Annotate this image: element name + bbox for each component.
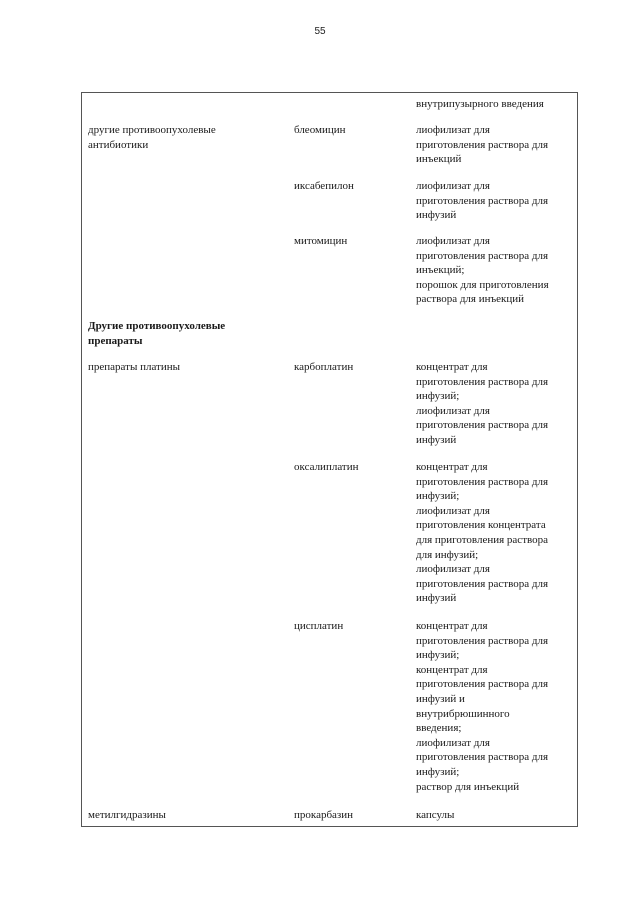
dosage-form-line: приготовления раствора для [416,634,548,647]
drug-table [81,92,578,827]
dosage-form-line: приготовления раствора для [416,138,548,151]
dosage-form-line: для инфузий; [416,548,479,561]
dosage-form-line: лиофилизат для [416,404,490,417]
dosage-form-cell [416,619,576,794]
dosage-form-line: порошок для приготовления [416,278,549,291]
dosage-form-line: лиофилизат для [416,504,490,517]
dosage-form-line: концентрат для [416,620,488,632]
dosage-form-line: инфузий [416,433,457,446]
dosage-form-cell [416,97,576,112]
dosage-form-line: приготовления раствора для [416,375,548,388]
dosage-form-line: приготовления раствора для [416,475,548,488]
dosage-form-line: приготовления раствора для [416,751,548,764]
dosage-form-line: введения; [416,722,462,735]
pharm-group-line: препараты платины [88,361,181,373]
dosage-form-line: лиофилизат для [416,235,490,247]
dosage-form-line: инфузий и [416,692,465,705]
drug-name-cell [294,179,414,194]
dosage-form-cell [416,460,576,606]
pharm-group-cell [88,808,288,823]
dosage-form-line: внутрипузырного введения [416,98,544,110]
dosage-form-line: концентрат для [416,461,488,473]
dosage-form-cell [416,179,576,223]
dosage-form-line: инъекций; [416,264,465,277]
dosage-form-line: лиофилизат для [416,124,490,136]
dosage-form-line: концентрат для [416,361,488,373]
dosage-form-line: раствора для инъекций [416,293,525,306]
pharm-group-cell [88,123,288,152]
dosage-form-line: приготовления раствора для [416,678,548,691]
dosage-form-line: инфузий [416,592,457,605]
drug-name-cell [294,808,414,823]
drug-name-cell [294,234,414,249]
drug-name: митомицин [294,235,348,247]
dosage-form-line: капсулы [416,809,455,821]
pharm-group-line: метилгидразины [88,809,166,821]
dosage-form-line: приготовления раствора для [416,194,548,207]
dosage-form-line: концентрат для [416,663,488,676]
pharm-group-line: другие противоопухолевые [88,124,216,136]
dosage-form-line: лиофилизат для [416,736,490,749]
dosage-form-line: инфузий; [416,765,460,778]
dosage-form-cell [416,360,576,448]
dosage-form-line: приготовления раствора для [416,577,548,590]
dosage-form-line: инфузий; [416,390,460,403]
dosage-form-line: для приготовления раствора [416,533,548,546]
dosage-form-cell [416,123,576,167]
dosage-form-line: приготовления раствора для [416,419,548,432]
drug-name: оксалиплатин [294,461,359,473]
pharm-group-line: антибиотики [88,138,149,151]
dosage-form-line: инфузий; [416,649,460,662]
dosage-form-line: приготовления раствора для [416,249,548,262]
group-heading-line: препараты [88,334,143,347]
dosage-form-line: лиофилизат для [416,180,490,192]
dosage-form-line: инъекций [416,153,462,166]
group-heading-cell [88,319,288,348]
drug-name-cell [294,360,414,375]
dosage-form-cell [416,234,576,307]
drug-name: цисплатин [294,620,344,632]
drug-name: прокарбазин [294,809,354,821]
dosage-form-line: приготовления концентрата [416,519,546,532]
drug-name: блеомицин [294,124,346,136]
drug-name-cell [294,619,414,634]
drug-name: карбоплатин [294,361,354,373]
drug-name: иксабепилон [294,180,354,192]
drug-name-cell [294,460,414,475]
group-heading-line: Другие противоопухолевые [88,320,226,332]
dosage-form-line: раствор для инъекций [416,780,520,793]
page-number: 55 [314,26,326,37]
drug-name-cell [294,123,414,138]
dosage-form-cell [416,808,576,823]
dosage-form-line: лиофилизат для [416,563,490,576]
pharm-group-cell [88,360,288,375]
dosage-form-line: инфузий [416,209,457,222]
dosage-form-line: внутрибрюшинного [416,707,510,720]
dosage-form-line: инфузий; [416,490,460,503]
